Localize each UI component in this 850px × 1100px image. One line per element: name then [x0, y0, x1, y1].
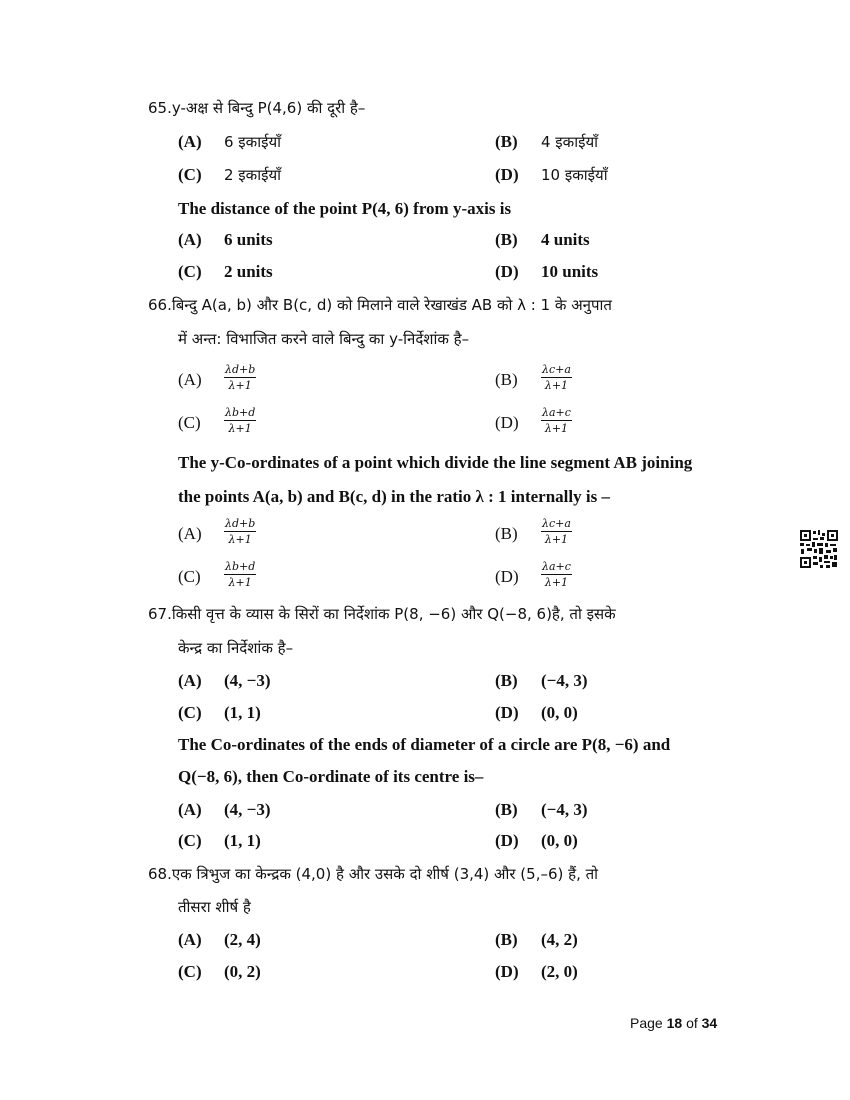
q67-hindi-stem-line2: केन्द्र का निर्देशांक है–: [178, 639, 294, 657]
q66-en-option-c-label[interactable]: (C): [178, 567, 201, 586]
footer-current-page: 18: [666, 1015, 683, 1031]
q67-en-option-a[interactable]: (A) (4, −3): [178, 800, 271, 819]
q65-en-option-c[interactable]: (C) 2 units: [178, 262, 273, 281]
q67-hindi-stem-line1: 67.किसी वृत्त के व्यास के सिरों का निर्देशांक P(8, −6) और Q(−8, 6)है, तो इसके: [148, 605, 616, 623]
q66-en-option-a-fraction: $\frac{\lambda d+b}{\lambda+1}$: [225, 517, 256, 546]
q66-hi-option-d-fraction: $\frac{\lambda a+c}{\lambda+1}$: [542, 406, 571, 435]
q66-hi-option-c-label[interactable]: (C): [178, 413, 201, 432]
q68-option-d[interactable]: (D) (2, 0): [495, 962, 578, 981]
q67-en-option-c[interactable]: (C) (1, 1): [178, 831, 261, 850]
q68-hindi-stem-line1: 68.एक त्रिभुज का केन्द्रक (4,0) है और उसके दो शीर्ष (3,4) और (5,–6) हैं, तो: [148, 865, 599, 883]
qr-code-icon: [799, 529, 839, 569]
q66-english-stem-line1: The y-Co-ordinates of a point which divide the line segment AB joining: [178, 453, 693, 472]
q67-hi-option-a[interactable]: (A) (4, −3): [178, 671, 271, 690]
q65-en-option-a[interactable]: (A) 6 units: [178, 230, 273, 249]
q66-hi-option-a-fraction: $\frac{\lambda d+b}{\lambda+1}$: [225, 363, 256, 392]
q67-english-stem-line1: The Co-ordinates of the ends of diameter of a circle are P(8, −6) and: [178, 735, 671, 754]
q66-en-option-b-fraction: $\frac{\lambda c+a}{\lambda+1}$: [542, 517, 571, 546]
q65-en-option-b[interactable]: (B) 4 units: [495, 230, 590, 249]
q65-en-option-d[interactable]: (D) 10 units: [495, 262, 599, 281]
footer-of: of: [686, 1015, 698, 1031]
q66-hi-option-b-label[interactable]: (B): [495, 370, 518, 389]
q66-hi-option-a-label[interactable]: (A): [178, 370, 202, 389]
q68-option-c[interactable]: (C) (0, 2): [178, 962, 261, 981]
q66-hi-option-d-label[interactable]: (D): [495, 413, 519, 432]
q65-hi-option-b[interactable]: (B) 4 इकाईयाँ: [495, 132, 599, 151]
q67-hi-option-b[interactable]: (B) (−4, 3): [495, 671, 588, 690]
q67-english-stem-line2: Q(−8, 6), then Co-ordinate of its centre is–: [178, 767, 484, 786]
q66-hindi-stem-line2: में अन्त: विभाजित करने वाले बिन्दु का y-निर्देशांक है–: [178, 330, 470, 348]
q66-en-option-d-label[interactable]: (D): [495, 567, 519, 586]
q66-hi-option-b-fraction: $\frac{\lambda c+a}{\lambda+1}$: [542, 363, 571, 392]
footer-total-pages: 34: [701, 1015, 718, 1031]
q66-english-stem-line2: the points A(a, b) and B(c, d) in the ratio λ : 1 internally is –: [178, 487, 610, 506]
page-number-footer: [630, 1015, 717, 1031]
q68-option-a[interactable]: (A) (2, 4): [178, 930, 261, 949]
q66-hindi-stem-line1: 66.बिन्दु A(a, b) और B(c, d) को मिलाने वाले रेखाखंड AB को λ : 1 के अनुपात: [148, 296, 612, 314]
q65-hindi-stem: 65.y-अक्ष से बिन्दु P(4,6) की दूरी है–: [148, 99, 366, 117]
q68-hindi-stem-line2: तीसरा शीर्ष है: [178, 898, 251, 916]
footer-page-prefix: Page: [630, 1015, 663, 1031]
q65-english-stem: The distance of the point P(4, 6) from y-axis is: [178, 199, 512, 218]
q66-en-option-c-fraction: $\frac{\lambda b+d}{\lambda+1}$: [225, 560, 256, 589]
q67-en-option-d[interactable]: (D) (0, 0): [495, 831, 578, 850]
q67-hi-option-c[interactable]: (C) (1, 1): [178, 703, 261, 722]
q66-en-option-b-label[interactable]: (B): [495, 524, 518, 543]
q67-hi-option-d[interactable]: (D) (0, 0): [495, 703, 578, 722]
q66-en-option-a-label[interactable]: (A): [178, 524, 202, 543]
q68-option-b[interactable]: (B) (4, 2): [495, 930, 578, 949]
q65-hi-option-c[interactable]: (C) 2 इकाईयाँ: [178, 165, 282, 184]
q65-hi-option-a[interactable]: (A) 6 इकाईयाँ: [178, 132, 282, 151]
q66-en-option-d-fraction: $\frac{\lambda a+c}{\lambda+1}$: [542, 560, 571, 589]
q66-hi-option-c-fraction: $\frac{\lambda b+d}{\lambda+1}$: [225, 406, 256, 435]
q67-en-option-b[interactable]: (B) (−4, 3): [495, 800, 588, 819]
q65-hi-option-d[interactable]: (D) 10 इकाईयाँ: [495, 165, 608, 184]
